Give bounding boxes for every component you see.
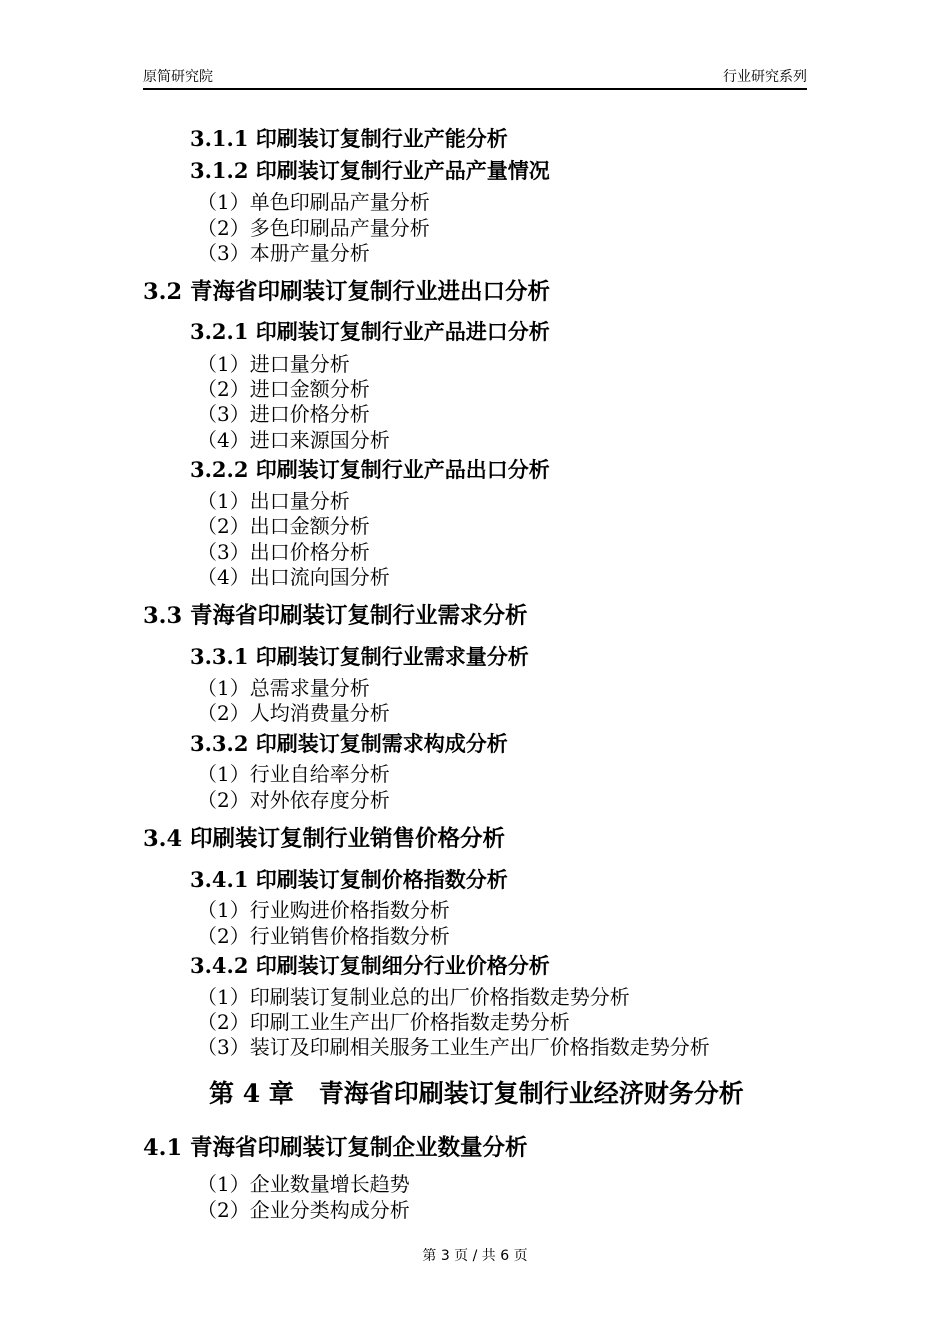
- toc-section: 4.1 青海省印刷装订复制企业数量分析: [143, 1135, 528, 1161]
- toc-item: （1）印刷装订复制业总的出厂价格指数走势分析: [197, 985, 630, 1009]
- toc-item: （2）对外依存度分析: [197, 788, 390, 812]
- toc-item: （4）出口流向国分析: [197, 565, 390, 589]
- toc-item: （1）总需求量分析: [197, 676, 370, 700]
- toc-subsection: 3.3.2 印刷装订复制需求构成分析: [190, 731, 508, 756]
- toc-chapter: 第 4 章 青海省印刷装订复制行业经济财务分析: [209, 1079, 744, 1108]
- toc-subsection: 3.1.2 印刷装订复制行业产品产量情况: [190, 158, 550, 183]
- toc-section: 3.3 青海省印刷装订复制行业需求分析: [143, 603, 528, 629]
- toc-section: 3.4 印刷装订复制行业销售价格分析: [143, 826, 505, 852]
- toc-item: （3）出口价格分析: [197, 540, 370, 564]
- toc-item: （1）进口量分析: [197, 352, 350, 376]
- toc-item: （2）进口金额分析: [197, 377, 370, 401]
- page-number: 第 3 页 / 共 6 页: [422, 1248, 528, 1264]
- toc-item: （2）出口金额分析: [197, 514, 370, 538]
- toc-item: （2）印刷工业生产出厂价格指数走势分析: [197, 1010, 570, 1034]
- toc-section: 3.2 青海省印刷装订复制行业进出口分析: [143, 279, 550, 305]
- toc-item: （2）行业销售价格指数分析: [197, 924, 450, 948]
- toc-item: （1）企业数量增长趋势: [197, 1172, 410, 1196]
- toc-item: （1）行业购进价格指数分析: [197, 898, 450, 922]
- toc-item: （1）出口量分析: [197, 489, 350, 513]
- toc-subsection: 3.4.2 印刷装订复制细分行业价格分析: [190, 953, 550, 978]
- toc-subsection: 3.1.1 印刷装订复制行业产能分析: [190, 126, 508, 151]
- header-publisher: 原简研究院: [143, 69, 213, 85]
- toc-subsection: 3.3.1 印刷装订复制行业需求量分析: [190, 644, 529, 669]
- toc-item: （3）装订及印刷相关服务工业生产出厂价格指数走势分析: [197, 1035, 710, 1059]
- toc-item: （2）企业分类构成分析: [197, 1198, 410, 1222]
- page-header: [143, 66, 807, 90]
- toc-item: （2）多色印刷品产量分析: [197, 216, 430, 240]
- toc-subsection: 3.4.1 印刷装订复制价格指数分析: [190, 867, 508, 892]
- toc-item: （3）进口价格分析: [197, 402, 370, 426]
- toc-item: （3）本册产量分析: [197, 241, 370, 265]
- header-series: 行业研究系列: [723, 69, 807, 85]
- toc-item: （1）单色印刷品产量分析: [197, 190, 430, 214]
- toc-item: （1）行业自给率分析: [197, 762, 390, 786]
- toc-subsection: 3.2.2 印刷装订复制行业产品出口分析: [190, 457, 550, 482]
- toc-item: （4）进口来源国分析: [197, 428, 390, 452]
- toc-subsection: 3.2.1 印刷装订复制行业产品进口分析: [190, 319, 550, 344]
- toc-item: （2）人均消费量分析: [197, 701, 390, 725]
